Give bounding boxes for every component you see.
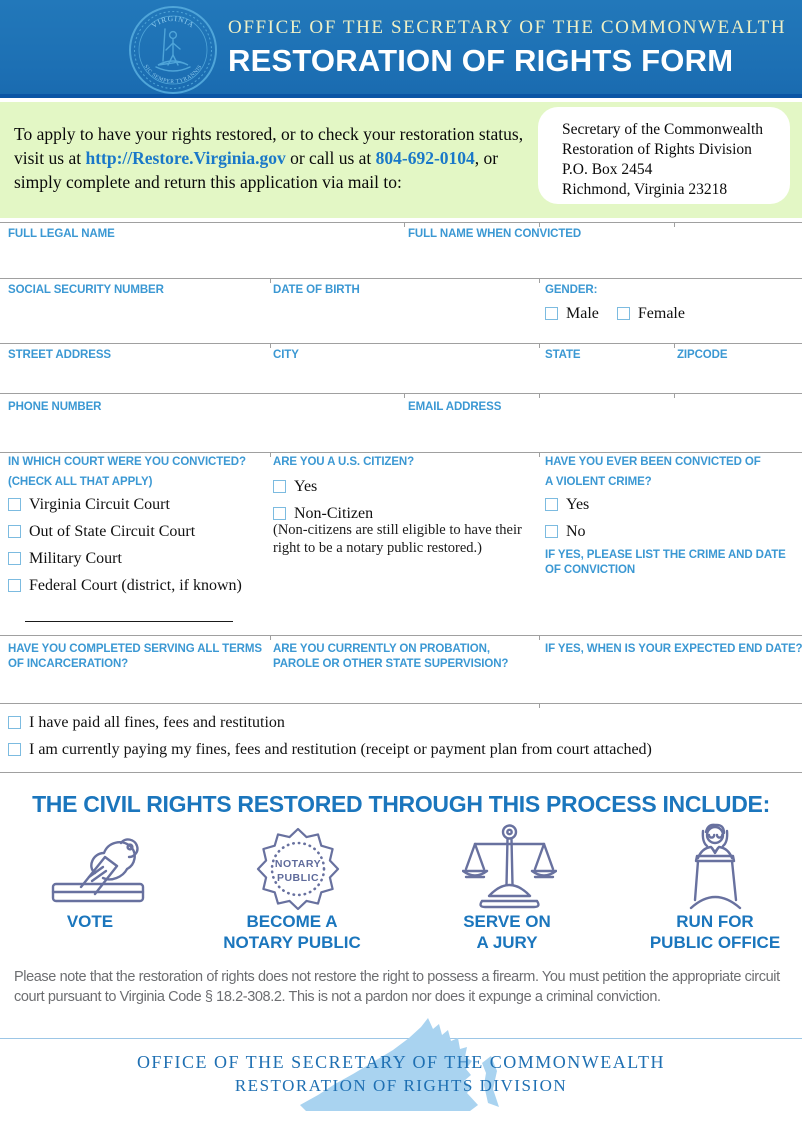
right-label-line: NOTARY PUBLIC	[223, 933, 361, 952]
full-legal-name-label: FULL LEGAL NAME	[8, 228, 115, 240]
divider	[0, 452, 802, 453]
dob-label: DATE OF BIRTH	[273, 284, 360, 296]
probation-question-label: ARE YOU CURRENTLY ON PROBATION,	[273, 643, 490, 655]
phone-number-label: PHONE NUMBER	[8, 401, 102, 413]
divider	[0, 278, 802, 279]
citizen-yes-row	[273, 478, 317, 496]
phone-link[interactable]: 804-692-0104	[375, 148, 475, 168]
court-option-label: Military Court	[29, 550, 122, 567]
divider	[0, 635, 802, 636]
intro-banner	[0, 102, 802, 218]
intro-text-middle: or call us at	[285, 148, 376, 168]
fines-paid-label: I have paid all fines, fees and restitution	[29, 714, 285, 731]
violent-no-label: No	[566, 523, 586, 540]
virginia-state-seal-icon	[128, 5, 218, 95]
citizen-question-label: ARE YOU A U.S. CITIZEN?	[273, 456, 415, 468]
column-tick	[539, 703, 540, 708]
intro-text-after: , or simply complete and return this application via mail to:	[14, 148, 499, 192]
right-label-line: BECOME A	[246, 912, 338, 931]
public-office-label	[625, 911, 802, 953]
column-tick	[674, 393, 675, 398]
header-org-line: OFFICE OF THE SECRETARY OF THE COMMONWEALTH	[228, 17, 787, 38]
violent-no-row	[545, 523, 586, 541]
intro-text-before: To apply to have your rights restored, or to check your restoration status, visit us at	[14, 124, 524, 168]
citizen-yes-label: Yes	[294, 478, 318, 495]
right-label-line: PUBLIC OFFICE	[649, 933, 781, 952]
crime-list-field[interactable]	[545, 582, 795, 630]
ssn-field[interactable]	[8, 300, 263, 338]
divider	[0, 343, 802, 344]
court-option-label: Federal Court (district, if known)	[29, 577, 242, 594]
full-legal-name-field[interactable]	[8, 244, 398, 274]
footer-division-line: RESTORATION OF RIGHTS DIVISION	[234, 1076, 568, 1095]
full-name-convicted-label: FULL NAME WHEN CONVICTED	[408, 228, 582, 240]
zipcode-label: ZIPCODE	[677, 349, 728, 361]
column-tick	[270, 343, 271, 348]
non-citizen-note: (Non-citizens are still eligible to have their right to be a notary public restored.)	[273, 522, 522, 556]
jury-label	[417, 911, 597, 953]
phone-number-field[interactable]	[8, 418, 398, 448]
scales-of-justice-icon	[462, 822, 557, 912]
column-tick	[270, 278, 271, 283]
incarceration-question-label: HAVE YOU COMPLETED SERVING ALL TERMS	[8, 643, 262, 655]
dob-field[interactable]	[273, 300, 528, 338]
female-checkbox[interactable]	[617, 307, 630, 320]
podium-speaker-icon	[678, 822, 753, 912]
federal-court-district-input[interactable]	[25, 621, 233, 622]
ssn-label: SOCIAL SECURITY NUMBER	[8, 284, 164, 296]
divider	[0, 772, 802, 773]
incarceration-question-label2: OF INCARCERATION?	[8, 658, 129, 670]
violent-yes-label: Yes	[566, 496, 590, 513]
street-address-label: STREET ADDRESS	[8, 349, 111, 361]
violent-crime-question-label2: A VIOLENT CRIME?	[545, 476, 652, 488]
end-date-question-label: IF YES, WHEN IS YOUR EXPECTED END DATE?	[545, 643, 802, 655]
court-option-row	[8, 550, 122, 568]
notary-seal-text: NOTARY	[274, 858, 322, 870]
female-label: Female	[637, 305, 685, 322]
column-tick	[539, 278, 540, 283]
seal-top-text: VIRGINIA	[149, 13, 197, 30]
rights-section-heading: THE CIVIL RIGHTS RESTORED THROUGH THIS PROCESS INCLUDE:	[32, 791, 770, 817]
notary-seal-icon	[248, 823, 348, 913]
zipcode-field[interactable]	[677, 364, 794, 390]
military-court-checkbox[interactable]	[8, 552, 21, 565]
divider	[0, 703, 802, 704]
virginia-circuit-court-checkbox[interactable]	[8, 498, 21, 511]
footer-org-line: OFFICE OF THE SECRETARY OF THE COMMONWEALTH	[136, 1052, 666, 1072]
court-option-row	[8, 523, 195, 541]
firearm-disclaimer-note: Please note that the restoration of rights does not restore the right to possess a firearm. You must petition the appropriate circuit court pursuant to Virginia Code § 18.2-308.2. This is not a pardon nor does it expunge a criminal conviction.	[14, 969, 780, 1005]
notary-seal-text: PUBLIC	[276, 872, 320, 884]
court-question-sub-label: (CHECK ALL THAT APPLY)	[8, 476, 153, 488]
full-name-convicted-field[interactable]	[408, 244, 794, 274]
page-title: RESTORATION OF RIGHTS FORM	[228, 43, 734, 78]
mailing-address-card	[538, 107, 790, 204]
column-tick	[270, 452, 271, 457]
column-tick	[404, 222, 405, 227]
intro-paragraph	[14, 122, 526, 194]
svg-text:VIRGINIA	[150, 14, 197, 30]
violent-crime-question-label: HAVE YOU EVER BEEN CONVICTED OF	[545, 456, 761, 468]
court-option-label: Out of State Circuit Court	[29, 523, 196, 540]
city-field[interactable]	[273, 364, 528, 390]
court-question-label: IN WHICH COURT WERE YOU CONVICTED?	[8, 456, 246, 468]
column-tick	[539, 452, 540, 457]
violent-yes-checkbox[interactable]	[545, 498, 558, 511]
gender-label: GENDER:	[545, 284, 598, 296]
address-line: Richmond, Virginia 23218	[562, 181, 728, 198]
federal-court-checkbox[interactable]	[8, 579, 21, 592]
male-label: Male	[566, 305, 599, 322]
crime-list-label: IF YES, PLEASE LIST THE CRIME AND DATE OF CONVICTION	[545, 549, 786, 576]
column-tick	[539, 343, 540, 348]
column-tick	[539, 635, 540, 640]
end-date-field[interactable]	[545, 675, 795, 700]
fines-paying-label: I am currently paying my fines, fees and restitution (receipt or payment plan from court attached)	[29, 741, 652, 758]
right-label-line: SERVE ON	[463, 912, 551, 931]
state-field[interactable]	[545, 364, 665, 390]
city-label: CITY	[273, 349, 299, 361]
violent-yes-row	[545, 496, 589, 514]
probation-answer-field[interactable]	[273, 675, 528, 700]
fines-paying-checkbox[interactable]	[8, 743, 21, 756]
court-option-row	[8, 577, 242, 595]
header-banner	[0, 0, 802, 98]
column-tick	[674, 343, 675, 348]
incarceration-answer-field[interactable]	[8, 675, 263, 700]
restore-virginia-link[interactable]: http://Restore.Virginia.gov	[85, 148, 286, 168]
column-tick	[404, 393, 405, 398]
male-checkbox[interactable]	[545, 307, 558, 320]
address-line: Secretary of the Commonwealth	[562, 121, 764, 138]
non-citizen-label: Non-Citizen	[294, 505, 374, 522]
court-option-label: Virginia Circuit Court	[29, 496, 170, 513]
email-address-label: EMAIL ADDRESS	[408, 401, 502, 413]
vote-label	[0, 911, 180, 932]
violent-no-checkbox[interactable]	[545, 525, 558, 538]
seal-bottom-text: SIC SEMPER TYRANNIS	[142, 63, 204, 86]
state-label: STATE	[545, 349, 581, 361]
citizen-yes-checkbox[interactable]	[273, 480, 286, 493]
divider	[0, 393, 802, 394]
right-label-line: RUN FOR	[676, 912, 754, 931]
fines-paying-row	[8, 741, 652, 759]
street-address-field[interactable]	[8, 364, 263, 390]
court-option-row	[8, 496, 170, 514]
out-of-state-circuit-court-checkbox[interactable]	[8, 525, 21, 538]
svg-text:SIC SEMPER TYRANNIS	[142, 64, 203, 85]
right-label-line: VOTE	[66, 912, 114, 931]
right-label-line: A JURY	[476, 933, 538, 952]
column-tick	[539, 393, 540, 398]
probation-question-label2: PAROLE OR OTHER STATE SUPERVISION?	[273, 658, 509, 670]
divider	[0, 222, 802, 223]
column-tick	[674, 222, 675, 227]
column-tick	[270, 635, 271, 640]
gender-options	[545, 305, 685, 323]
notary-label	[202, 911, 382, 953]
email-address-field[interactable]	[408, 418, 794, 448]
ballot-box-icon	[45, 827, 160, 907]
address-line: P.O. Box 2454	[562, 161, 653, 178]
address-line: Restoration of Rights Division	[562, 141, 752, 158]
fines-paid-row	[8, 714, 285, 732]
non-citizen-checkbox[interactable]	[273, 507, 286, 520]
fines-paid-checkbox[interactable]	[8, 716, 21, 729]
